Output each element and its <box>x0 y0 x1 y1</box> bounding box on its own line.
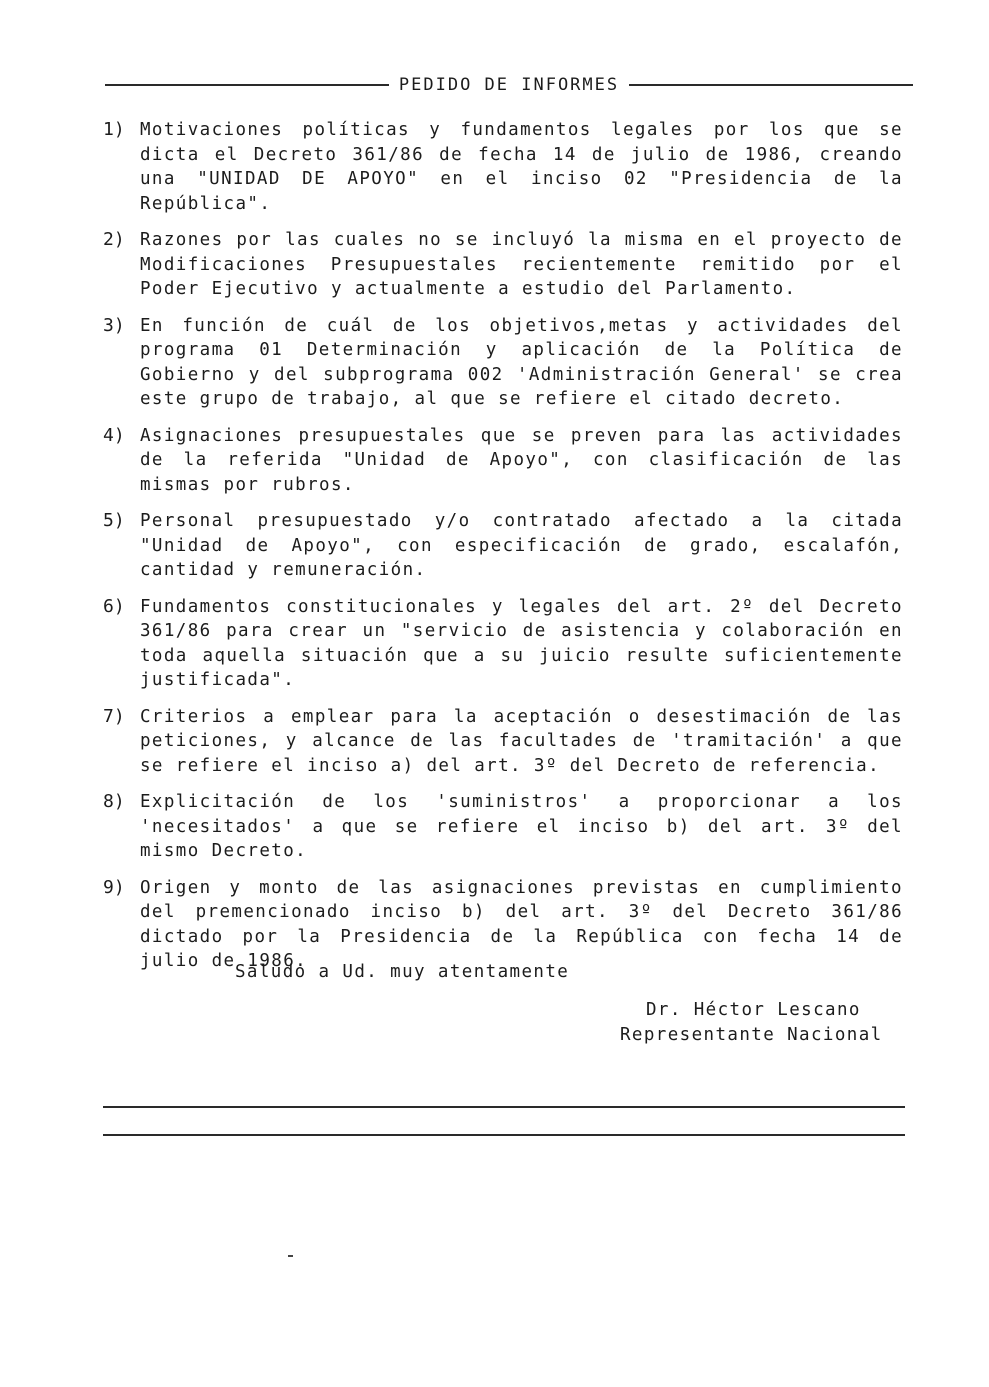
request-item <box>103 314 903 412</box>
item-number: 7) <box>103 705 125 727</box>
signatory-name: Dr. Héctor Lescano <box>646 1000 861 1020</box>
item-text: Origen y monto de las asignaciones previstas en cumplimiento del premencionado inciso b) del art. 3º del Decreto 361/86 dictado por la Presidencia de la República con fecha 14 de julio de 1986. <box>140 877 903 971</box>
request-item <box>103 424 903 498</box>
ink-speck <box>288 1255 293 1257</box>
signatory-role: Representante Nacional <box>620 1025 883 1045</box>
heading-rule-right <box>629 84 913 86</box>
signature-block <box>620 998 883 1048</box>
request-item <box>103 595 903 693</box>
bottom-rule-upper <box>103 1106 905 1108</box>
item-text: Explicitación de los 'suministros' a proporcionar a los 'necesitados' a que se refiere el inciso b) del art. 3º del mismo Decreto. <box>140 792 903 861</box>
item-number: 2) <box>103 229 125 250</box>
request-item <box>103 228 903 302</box>
item-text: En función de cuál de los objetivos,metas y actividades del programa 01 Determinación y aplicación de la Política de Gobierno y del subprograma 002 'Administración General' se crea este grupo de trabajo, al que se refiere el citado decreto. <box>140 315 903 409</box>
item-number: 3) <box>103 314 125 336</box>
item-number: 6) <box>103 595 125 617</box>
item-number: 1) <box>103 119 125 140</box>
item-text: Criterios a emplear para la aceptación o desestimación de las peticiones, y alcance de las facultades de 'tramitación' a que se refiere el inciso a) del art. 3º del Decreto de referencia. <box>140 706 903 776</box>
item-number: 9) <box>103 876 125 898</box>
item-text: Razones por las cuales no se incluyó la misma en el proyecto de Modificaciones Presupuestales recientemente remitido por el Poder Ejecutivo y actualmente a estudio del Parlamento. <box>140 230 903 299</box>
item-number: 8) <box>103 791 125 812</box>
item-text: Personal presupuestado y/o contratado afectado a la citada "Unidad de Apoyo", con especificación de grado, escalafón, cantidad y remuneración. <box>140 511 903 580</box>
request-item <box>103 705 903 779</box>
item-number: 5) <box>103 510 125 531</box>
closing-salutation: Saludo a Ud. muy atentamente <box>235 962 570 982</box>
item-number: 4) <box>103 424 125 446</box>
request-item <box>103 509 903 583</box>
item-text: Motivaciones políticas y fundamentos legales por los que se dicta el Decreto 361/86 de fecha 14 de julio de 1986, creando una "UNIDAD DE APOYO" en el inciso 02 "Presidencia de la República". <box>140 120 903 214</box>
heading-rule-left <box>105 84 389 86</box>
request-item <box>103 876 903 974</box>
document-title: PEDIDO DE INFORMES <box>398 75 620 95</box>
item-text: Asignaciones presupuestales que se preven para las actividades de la referida "Unidad de Apoyo", con clasificación de las mismas por rubros. <box>140 425 903 495</box>
document-heading <box>105 72 913 98</box>
bottom-rule-lower <box>103 1134 905 1136</box>
request-item <box>103 790 903 864</box>
item-text: Fundamentos constitucionales y legales del art. 2º del Decreto 361/86 para crear un "servicio de asistencia y colaboración en toda aquella situación que a su juicio resulte suficientemente justificada". <box>140 596 903 690</box>
request-item <box>103 118 903 216</box>
request-list <box>103 118 903 986</box>
